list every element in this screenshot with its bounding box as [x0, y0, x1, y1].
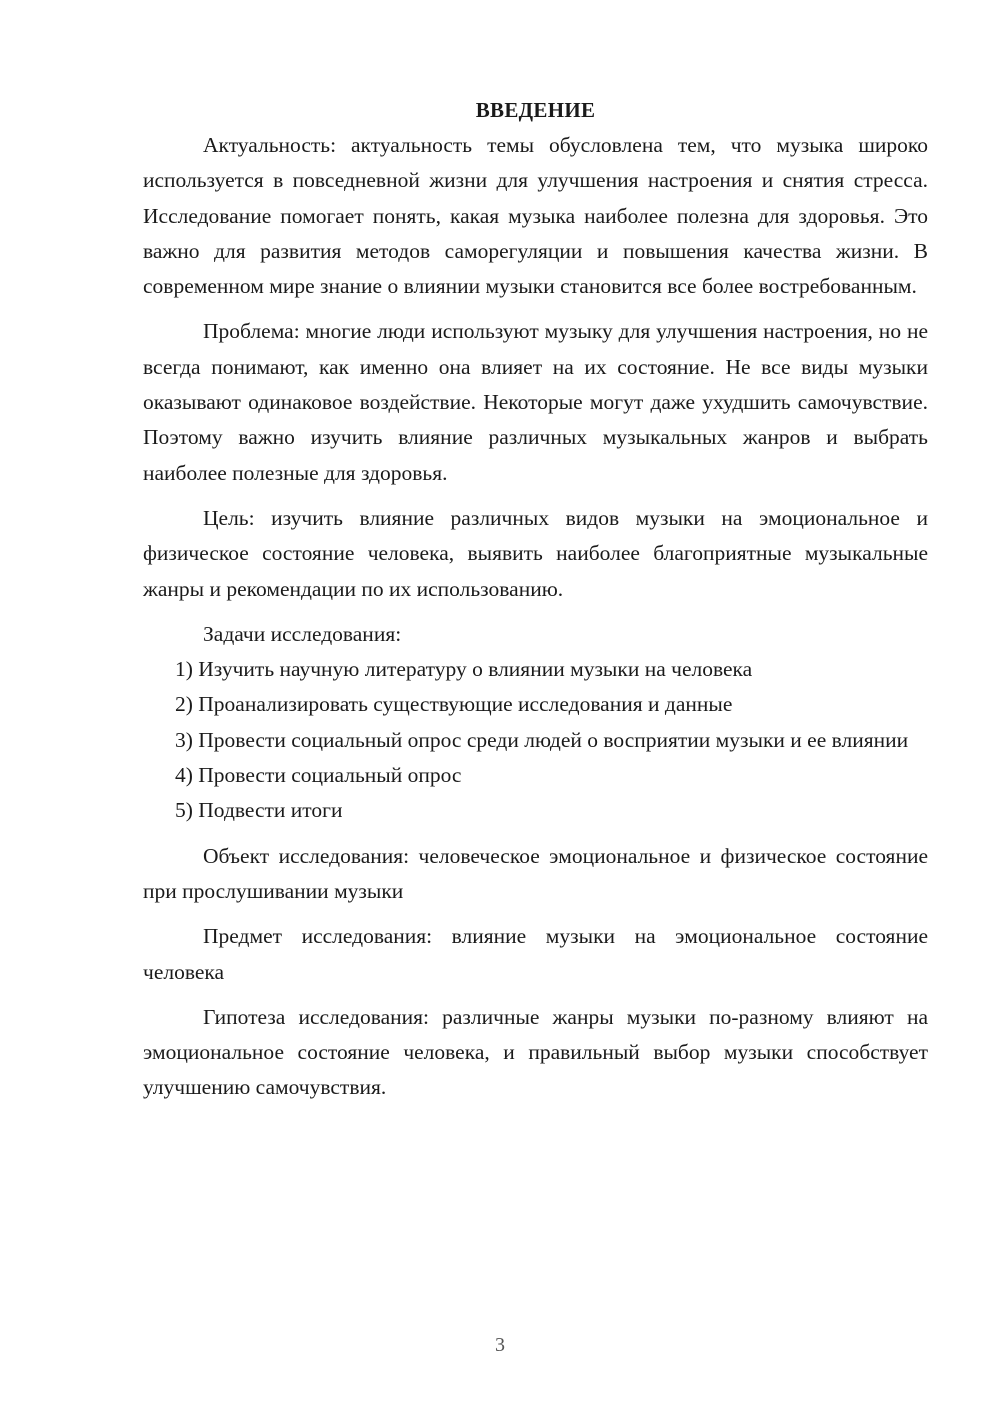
relevance-paragraph: Актуальность: актуальность темы обусловлена тем, что музыка широко используется в повседневной жизни для улучшения настроения и снятия стресса. Исследование помогает понять, какая музыка наиболее полезна для здоровья. Это важно для развития методов саморегуляции и повышения качества жизни. В современном мире знание о влиянии музыки становится все более востребованным. — [143, 133, 928, 299]
task-item-2: 2) Проанализировать существующие исследования и данные — [175, 692, 733, 717]
task-item-3: 3) Провести социальный опрос среди людей о восприятии музыки и ее влиянии — [175, 727, 909, 752]
page-number: 3 — [495, 1334, 505, 1356]
section-title: ВВЕДЕНИЕ — [475, 98, 596, 122]
tasks-heading: Задачи исследования: — [203, 621, 402, 646]
hypothesis-paragraph: Гипотеза исследования: различные жанры музыки по-разному влияют на эмоциональное состояние человека, и правильный выбор музыки способствует улучшению самочувствия. — [143, 1004, 928, 1100]
problem-paragraph: Проблема: многие люди используют музыку для улучшения настроения, но не всегда понимают, как именно она влияет на их состояние. Не все виды музыки оказывают одинаковое воздействие. Некоторые могут даже ухудшить самочувствие. Поэтому важно изучить влияние различных музыкальных жанров и выбрать наиболее полезные для здоровья. — [143, 319, 928, 485]
task-item-5: 5) Подвести итоги — [175, 798, 343, 823]
subject-paragraph: Предмет исследования: влияние музыки на эмоциональное состояние человека — [143, 924, 928, 984]
task-item-1: 1) Изучить научную литературу о влиянии музыки на человека — [175, 657, 753, 682]
object-paragraph: Объект исследования: человеческое эмоциональное и физическое состояние при прослушивании музыки — [143, 843, 928, 903]
page-content — [143, 93, 928, 1106]
goal-paragraph: Цель: изучить влияние различных видов музыки на эмоциональное и физическое состояние человека, выявить наиболее благоприятные музыкальные жанры и рекомендации по их использованию. — [143, 505, 928, 601]
task-item-4: 4) Провести социальный опрос — [175, 763, 462, 788]
